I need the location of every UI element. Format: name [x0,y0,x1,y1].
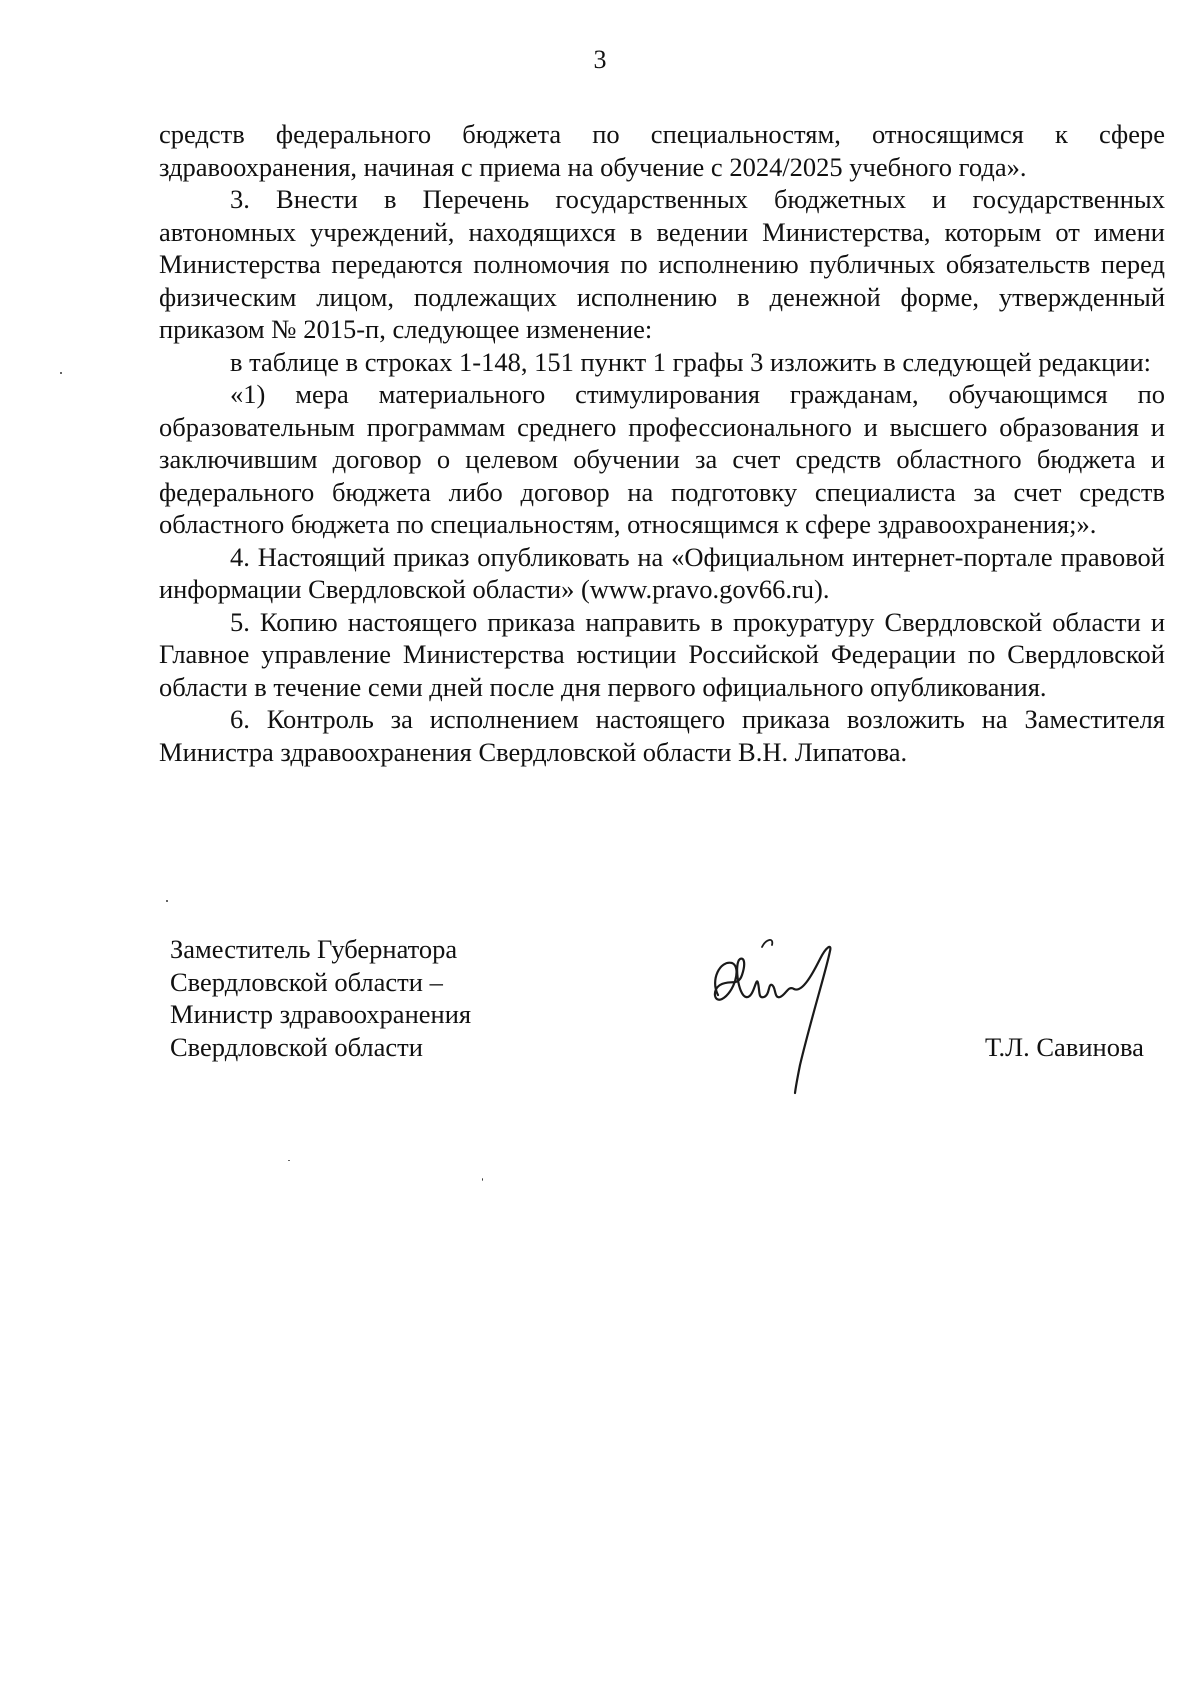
page-number: 3 [593,45,607,74]
handwritten-signature [700,935,870,1095]
paragraph-continuation: средств федерального бюджета по специальностям, относящимся к сфере здравоохранения, начиная с приема на обучение с 2024/2025 учебного года». [159,119,1165,182]
position-line: Свердловской области [170,1031,423,1062]
paragraph-item-6: 6. Контроль за исполнением настоящего приказа возложить на Заместителя Министра здравоохранения Свердловской области В.Н. Липатова. [159,704,1165,767]
paragraph-item-5: 5. Копию настоящего приказа направить в прокуратуру Свердловской области и Главное управление Министерства юстиции Российской Федерации по Свердловской области в течение семи дней после дня первого официального опубликования. [159,606,1165,702]
scan-speck [482,1178,483,1181]
paragraph-table-change: в таблице в строках 1-148, 151 пункт 1 графы 3 изложить в следующей редакции: [230,346,1152,377]
scan-speck [166,900,168,902]
position-line: Заместитель Губернатора [170,934,458,964]
scan-speck [60,372,62,374]
position-line: Министр здравоохранения [170,999,472,1029]
paragraph-item-3: 3. Внести в Перечень государственных бюджетных и государственных автономных учреждений, находящихся в ведении Министерства, которым от имени Министерства передаются полномочия по исполнению публичных обязательств перед физическим лицом, подлежащих исполнению в денежной форме, утвержденный приказом № 2015-п, следующее изменение: [159,184,1165,344]
position-line: Свердловской области – [170,966,443,997]
scan-speck [288,1160,290,1161]
signatory-position [170,933,471,1063]
signer-name: Т.Л. Савинова [985,1032,1144,1062]
paragraph-item-4: 4. Настоящий приказ опубликовать на «Официальном интернет-портале правовой информации Свердловской области» (www.pravo.gov66.ru). [159,541,1165,604]
document-body [159,118,1165,768]
paragraph-quoted-text: «1) мера материального стимулирования гражданам, обучающимся по образовательным программам среднего профессионального и высшего образования и заключившим договор о целевом обучении за счет средств областного бюджета и федерального бюджета либо договор на подготовку специалиста за счет средств областного бюджета по специальностям, относящимся к сфере здравоохранения;». [159,379,1165,539]
